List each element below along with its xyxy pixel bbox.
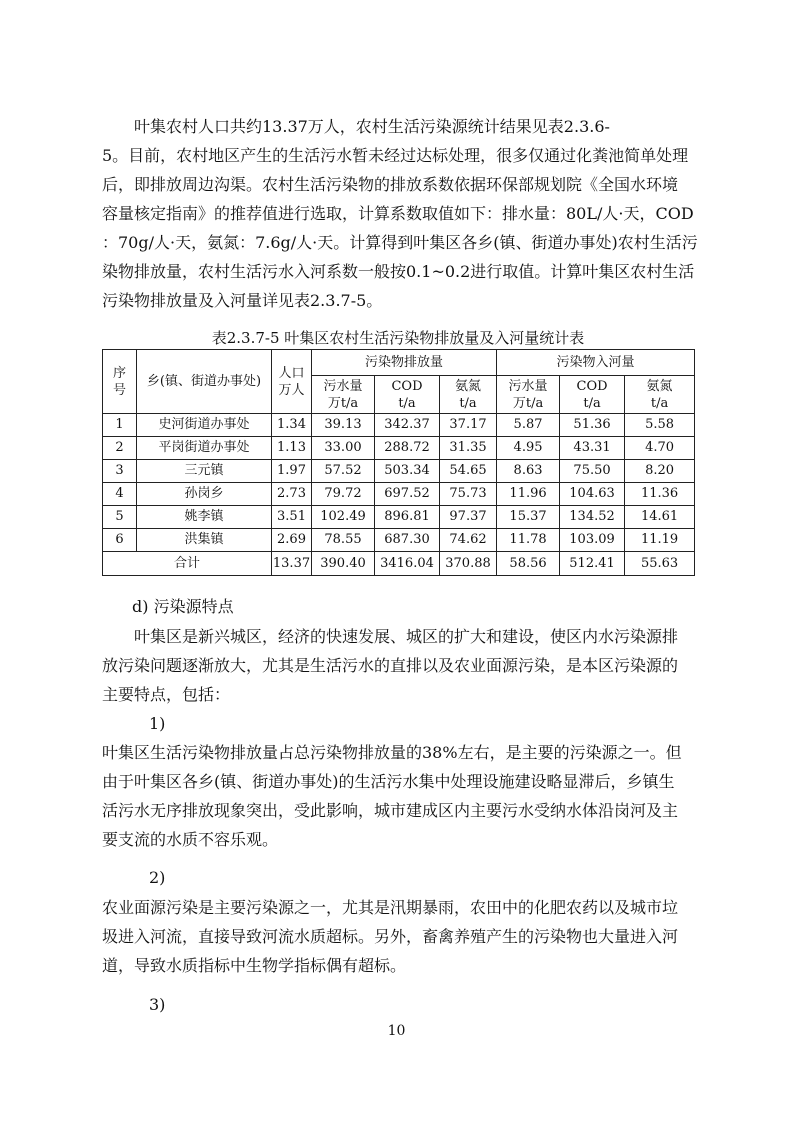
cell-no: 3 bbox=[103, 460, 137, 483]
paragraph-line: 5。目前，农村地区产生的生活污水暂未经过达标处理，很多仅通过化粪池简单处理 bbox=[102, 146, 689, 165]
cell-no: 4 bbox=[103, 483, 137, 506]
header-seq bbox=[103, 350, 137, 414]
header-sewage-line2: 万t/a bbox=[327, 395, 359, 411]
cell-inflow-nh3: 11.19 bbox=[625, 529, 695, 552]
cell-township: 三元镇 bbox=[137, 460, 272, 483]
cell-emission-cod: 3416.04 bbox=[375, 552, 440, 576]
header-sewage-line2: 万t/a bbox=[512, 395, 544, 411]
paragraph-line: 容量核定指南》的推荐值进行选取，计算系数取值如下：排水量：80L/人·天，COD bbox=[102, 204, 694, 223]
cell-emission-nh3: 97.37 bbox=[440, 506, 497, 529]
cell-inflow-cod: 103.09 bbox=[560, 529, 625, 552]
cell-emission-nh3: 370.88 bbox=[440, 552, 497, 576]
header-township: 乡(镇、街道办事处) bbox=[137, 350, 272, 414]
table-total-row bbox=[103, 552, 695, 576]
paragraph-line: 放污染问题逐渐放大，尤其是生活污水的直排以及农业面源污染，是本区污染源的 bbox=[102, 656, 679, 675]
cell-inflow-sewage: 15.37 bbox=[497, 506, 560, 529]
paragraph-line: 要支流的水质不容乐观。 bbox=[102, 830, 279, 849]
paragraph-line: 活污水无序排放现象突出，受此影响，城市建成区内主要污水受纳水体沿岗河及主 bbox=[102, 801, 679, 820]
cell-population: 13.37 bbox=[272, 552, 312, 576]
cell-emission-sewage: 390.40 bbox=[312, 552, 375, 576]
header-emission-nh3 bbox=[440, 376, 497, 414]
header-population-line1: 人口 bbox=[278, 365, 305, 381]
header-sewage-line1: 污水量 bbox=[323, 378, 363, 394]
header-emission-sewage bbox=[312, 376, 375, 414]
cell-emission-cod: 288.72 bbox=[375, 437, 440, 460]
cell-township: 洪集镇 bbox=[137, 529, 272, 552]
cell-inflow-sewage: 11.96 bbox=[497, 483, 560, 506]
cell-township: 平岗街道办事处 bbox=[137, 437, 272, 460]
header-inflow-cod bbox=[560, 376, 625, 414]
cell-inflow-cod: 51.36 bbox=[560, 414, 625, 437]
cell-inflow-nh3: 11.36 bbox=[625, 483, 695, 506]
cell-emission-nh3: 75.73 bbox=[440, 483, 497, 506]
cell-inflow-nh3: 5.58 bbox=[625, 414, 695, 437]
header-emission-cod bbox=[375, 376, 440, 414]
cell-emission-nh3: 37.17 bbox=[440, 414, 497, 437]
item-2-paragraph bbox=[102, 893, 694, 980]
header-cod-line1: COD bbox=[576, 378, 608, 394]
paragraph-line: 主要特点，包括： bbox=[102, 685, 231, 704]
table-row bbox=[103, 460, 695, 483]
section-heading-text: d) 污染源特点 bbox=[132, 597, 234, 616]
header-population bbox=[272, 350, 312, 414]
header-inflow-nh3 bbox=[625, 376, 695, 414]
paragraph-line: 由于叶集区各乡(镇、街道办事处)的生活污水集中处理设施建设略显滞后，乡镇生 bbox=[102, 772, 675, 791]
cell-township: 孙岗乡 bbox=[137, 483, 272, 506]
cell-emission-cod: 697.52 bbox=[375, 483, 440, 506]
cell-emission-cod: 896.81 bbox=[375, 506, 440, 529]
cell-township: 史河街道办事处 bbox=[137, 414, 272, 437]
table-caption: 表2.3.7-5 叶集区农村生活污染物排放量及入河量统计表 bbox=[211, 329, 585, 347]
item-number-2: 2) bbox=[149, 868, 166, 887]
cell-inflow-cod: 512.41 bbox=[560, 552, 625, 576]
cell-emission-sewage: 102.49 bbox=[312, 506, 375, 529]
cell-emission-sewage: 33.00 bbox=[312, 437, 375, 460]
paragraph-line: 污染物排放量及入河量详见表2.3.7-5。 bbox=[102, 291, 383, 310]
intro-paragraph bbox=[102, 112, 698, 315]
header-nh3-line2: t/a bbox=[459, 395, 477, 411]
cell-inflow-nh3: 8.20 bbox=[625, 460, 695, 483]
cell-inflow-nh3: 55.63 bbox=[625, 552, 695, 576]
paragraph-line: 染物排放量，农村生活污水入河系数一般按0.1~0.2进行取值。计算叶集区农村生活 bbox=[102, 262, 695, 281]
table-row bbox=[103, 437, 695, 460]
paragraph-line: 叶集区生活污染物排放量占总污染物排放量的38%左右，是主要的污染源之一。但 bbox=[102, 743, 682, 762]
table-row bbox=[103, 506, 695, 529]
cell-emission-sewage: 78.55 bbox=[312, 529, 375, 552]
header-nh3-line2: t/a bbox=[650, 395, 669, 411]
cell-emission-sewage: 79.72 bbox=[312, 483, 375, 506]
cell-emission-cod: 503.34 bbox=[375, 460, 440, 483]
header-inflow-group: 污染物入河量 bbox=[497, 350, 695, 376]
table-row bbox=[103, 483, 695, 506]
paragraph-line: 后，即排放周边沟渠。农村生活污染物的排放系数依据环保部规划院《全国水环境 bbox=[102, 175, 679, 194]
item-1-paragraph bbox=[102, 738, 694, 854]
cell-inflow-nh3: 14.61 bbox=[625, 506, 695, 529]
paragraph-line: 叶集区是新兴城区，经济的快速发展、城区的扩大和建设，使区内水污染源排 bbox=[134, 627, 679, 646]
rural-pollution-table bbox=[102, 349, 695, 576]
cell-population: 1.13 bbox=[272, 437, 312, 460]
header-nh3-line1: 氨氮 bbox=[455, 378, 482, 394]
page-number: 10 bbox=[387, 1023, 406, 1039]
paragraph-line: 道，导致水质指标中生物学指标偶有超标。 bbox=[102, 956, 407, 975]
cell-inflow-cod: 43.31 bbox=[560, 437, 625, 460]
cell-inflow-cod: 104.63 bbox=[560, 483, 625, 506]
item-number-3: 3) bbox=[149, 995, 166, 1014]
table-row bbox=[103, 529, 695, 552]
item-number-1: 1) bbox=[149, 714, 166, 733]
header-cod-line2: t/a bbox=[583, 395, 601, 411]
header-nh3-line1: 氨氮 bbox=[646, 378, 673, 394]
cell-population: 1.34 bbox=[272, 414, 312, 437]
header-sewage-line1: 污水量 bbox=[508, 378, 548, 394]
table-row bbox=[103, 414, 695, 437]
paragraph-line: ：70g/人·天，氨氮：7.6g/人·天。计算得到叶集区各乡(镇、街道办事处)农村生活污 bbox=[102, 233, 698, 252]
cell-inflow-sewage: 58.56 bbox=[497, 552, 560, 576]
cell-no: 2 bbox=[103, 437, 137, 460]
paragraph-line: 叶集农村人口共约13.37万人，农村生活污染源统计结果见表2.3.6- bbox=[134, 117, 610, 136]
section-heading bbox=[102, 592, 694, 621]
cell-emission-nh3: 74.62 bbox=[440, 529, 497, 552]
cell-population: 1.97 bbox=[272, 460, 312, 483]
cell-emission-cod: 342.37 bbox=[375, 414, 440, 437]
header-inflow-sewage bbox=[497, 376, 560, 414]
header-seq-text: 序号 bbox=[112, 365, 126, 398]
cell-inflow-nh3: 4.70 bbox=[625, 437, 695, 460]
cell-inflow-sewage: 8.63 bbox=[497, 460, 560, 483]
header-population-line2: 万人 bbox=[278, 382, 305, 398]
cell-township: 姚李镇 bbox=[137, 506, 272, 529]
cell-emission-nh3: 54.65 bbox=[440, 460, 497, 483]
cell-emission-nh3: 31.35 bbox=[440, 437, 497, 460]
cell-inflow-cod: 75.50 bbox=[560, 460, 625, 483]
cell-no: 6 bbox=[103, 529, 137, 552]
cell-total-label: 合计 bbox=[103, 552, 272, 576]
cell-no: 1 bbox=[103, 414, 137, 437]
cell-no: 5 bbox=[103, 506, 137, 529]
header-cod-line2: t/a bbox=[398, 395, 416, 411]
cell-inflow-cod: 134.52 bbox=[560, 506, 625, 529]
section-paragraph bbox=[102, 622, 694, 709]
cell-population: 3.51 bbox=[272, 506, 312, 529]
cell-emission-cod: 687.30 bbox=[375, 529, 440, 552]
paragraph-line: 圾进入河流，直接导致河流水质超标。另外，畜禽养殖产生的污染物也大量进入河 bbox=[102, 927, 679, 946]
header-cod-line1: COD bbox=[391, 378, 423, 394]
cell-inflow-sewage: 5.87 bbox=[497, 414, 560, 437]
cell-population: 2.69 bbox=[272, 529, 312, 552]
header-emission-group: 污染物排放量 bbox=[312, 350, 497, 376]
cell-emission-sewage: 39.13 bbox=[312, 414, 375, 437]
cell-population: 2.73 bbox=[272, 483, 312, 506]
cell-emission-sewage: 57.52 bbox=[312, 460, 375, 483]
paragraph-line: 农业面源污染是主要污染源之一，尤其是汛期暴雨，农田中的化肥农药以及城市垃 bbox=[102, 898, 679, 917]
cell-inflow-sewage: 4.95 bbox=[497, 437, 560, 460]
cell-inflow-sewage: 11.78 bbox=[497, 529, 560, 552]
